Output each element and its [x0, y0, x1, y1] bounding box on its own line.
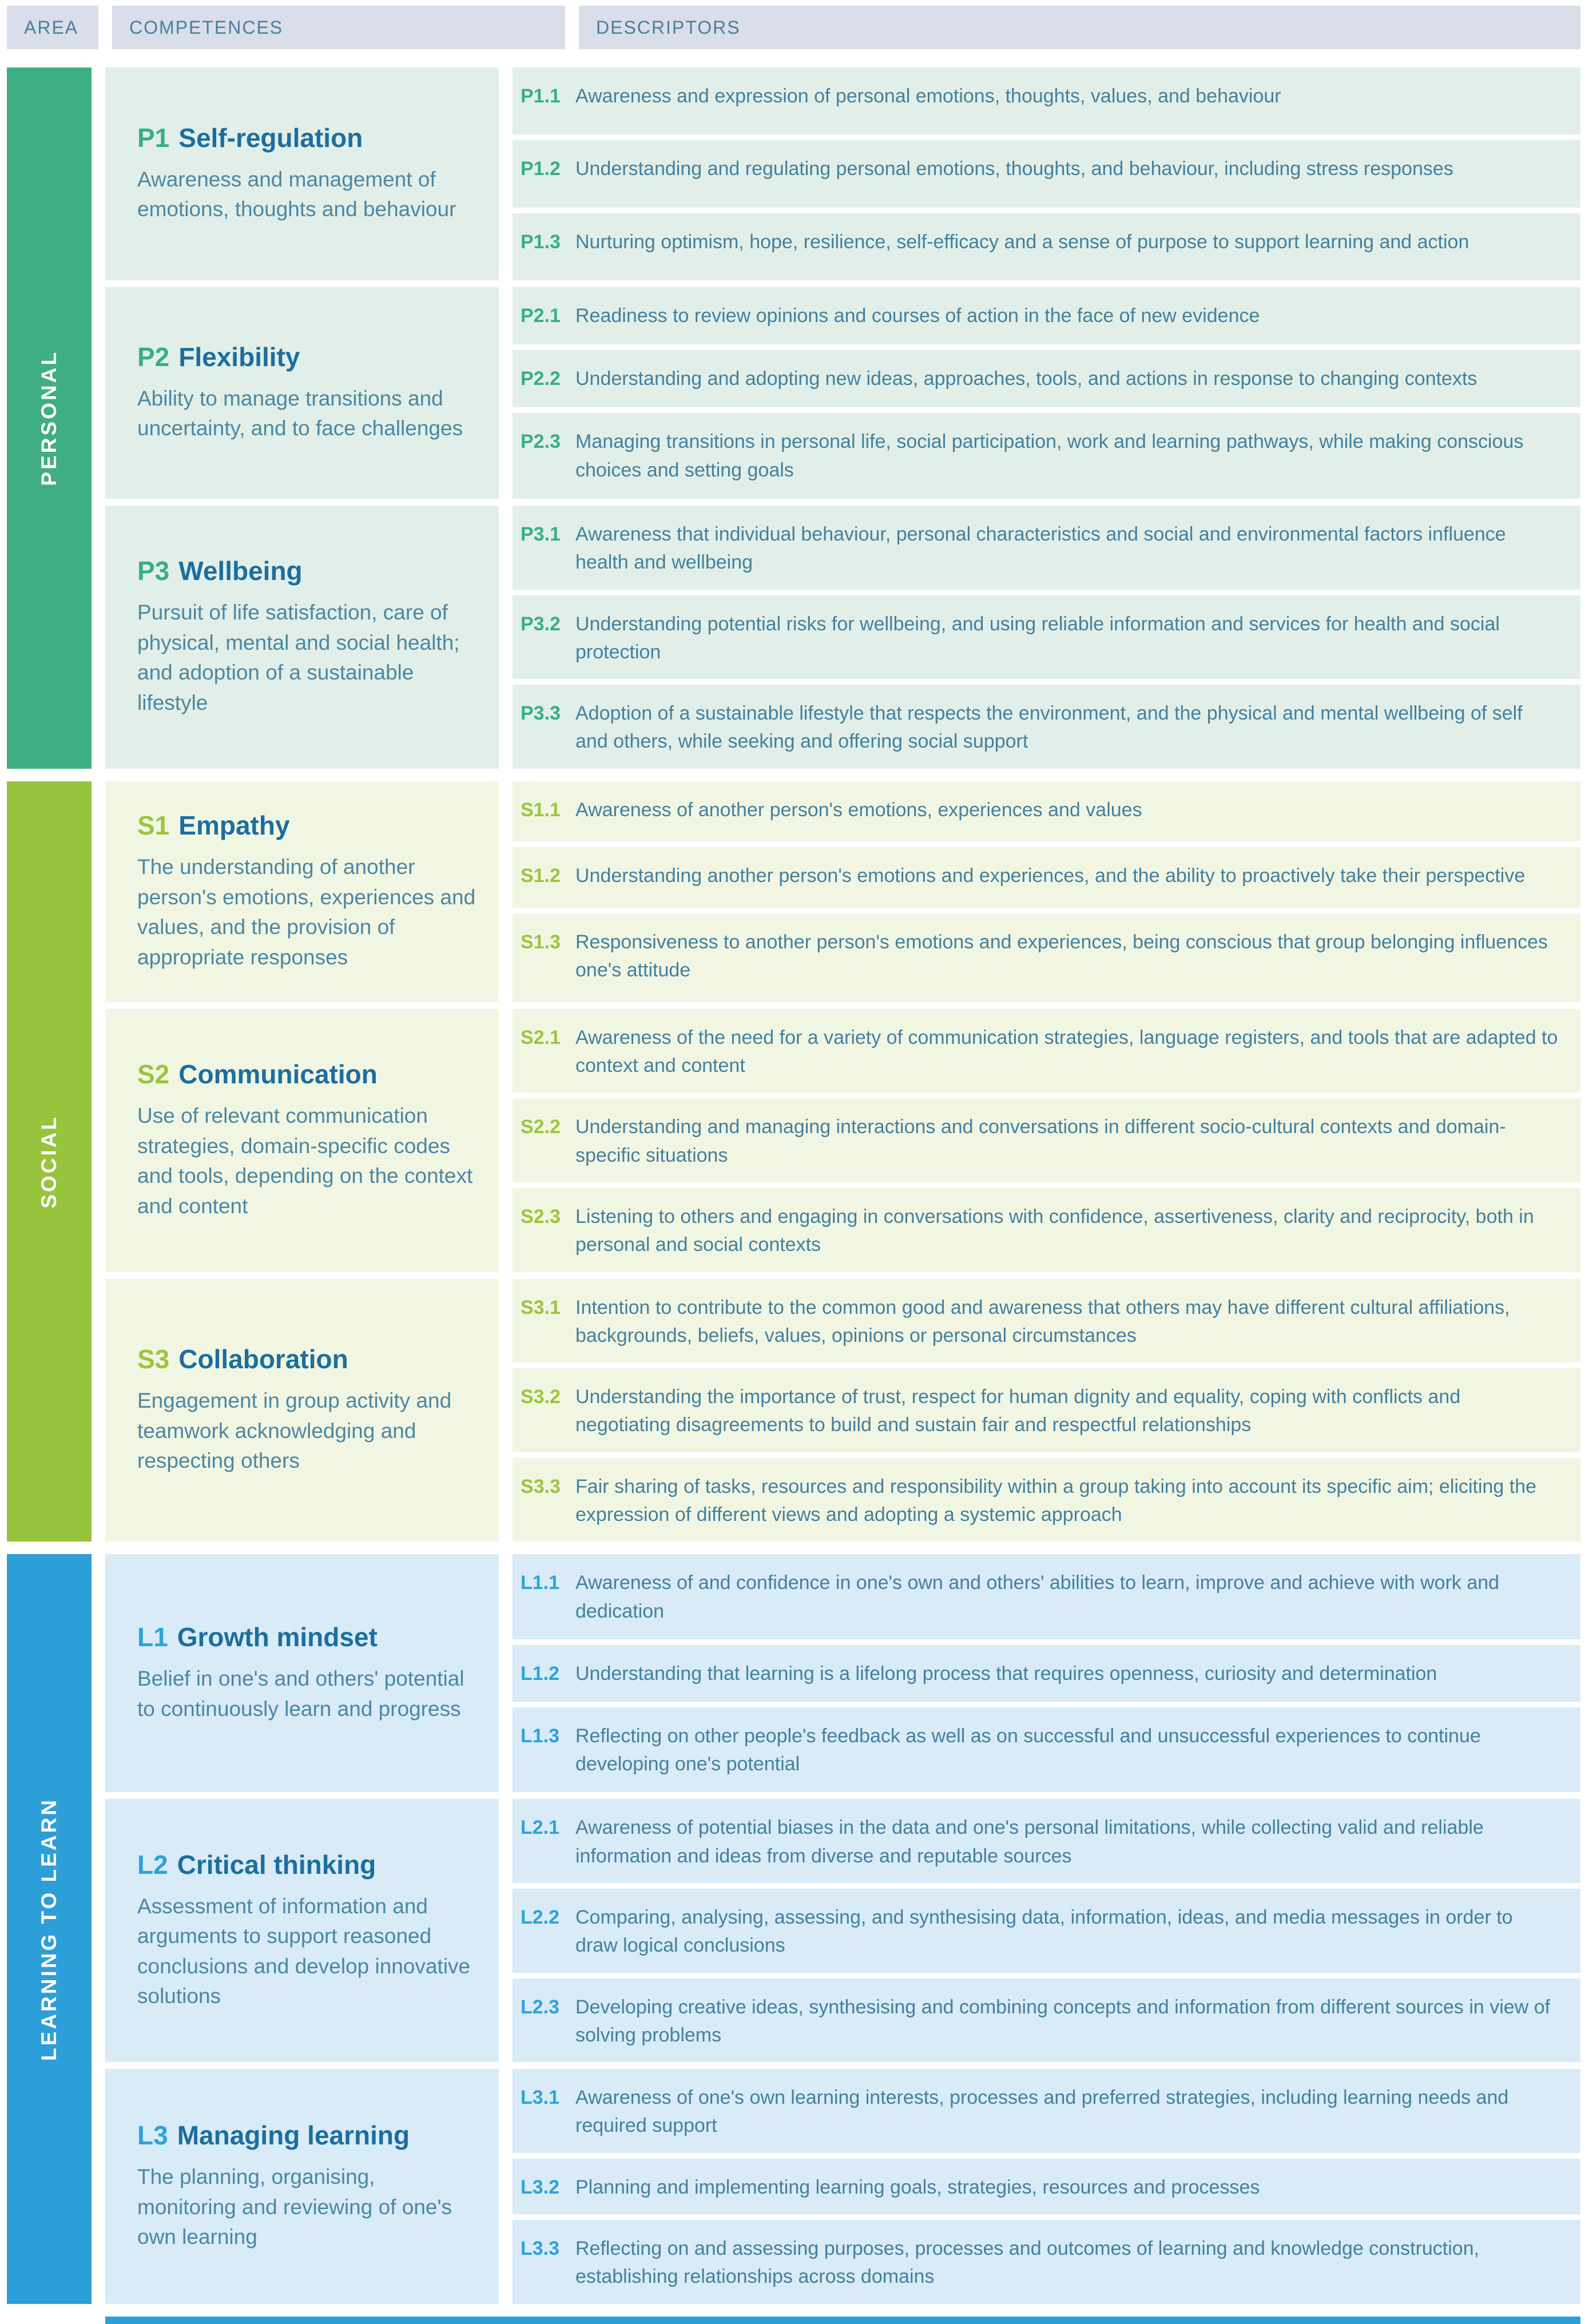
- competence-code: L3: [137, 2120, 168, 2151]
- competence-title: Communication: [178, 1059, 378, 1090]
- competence-title: Empathy: [178, 811, 290, 841]
- descriptor-code: L2.2: [521, 1906, 560, 1928]
- descriptor-text: Reflecting on other people's feedback as well as on successful and unsuccessful experiences to continue developing one's potential: [575, 1725, 1481, 1775]
- descriptor-code: P3.2: [521, 613, 561, 635]
- header-label-area: AREA: [24, 17, 79, 38]
- descriptor-code: L3.1: [521, 2087, 560, 2109]
- descriptor-text: Fair sharing of tasks, resources and responsibility within a group taking into account its specific aim; eliciting the expression of different views and adopting a systemic approach: [575, 1475, 1537, 1526]
- competence-code: P1: [137, 123, 170, 153]
- descriptor-text: Nurturing optimism, hope, resilience, self-efficacy and a sense of purpose to support learning and action: [575, 231, 1469, 253]
- competence-card-p3: [105, 506, 499, 769]
- descriptor-text: Understanding another person's emotions and experiences, and the ability to proactively take their perspective: [575, 865, 1526, 887]
- competence-code: S3: [137, 1344, 170, 1374]
- area-section-personal: [7, 67, 1580, 769]
- area-label-learning-to-learn: LEARNING TO LEARN: [37, 1797, 61, 2061]
- descriptor-text: Adoption of a sustainable lifestyle that respects the environment, and the physical and mental wellbeing of self and others, while seeking and offering social support: [575, 702, 1523, 753]
- descriptor-row-l1-2: [513, 1645, 1580, 1702]
- competence-title: Flexibility: [178, 342, 300, 372]
- descriptor-row-p1-2: [513, 140, 1580, 207]
- descriptor-text: Comparing, analysing, assessing, and synthesising data, information, ideas, and media messages in order to draw logical conclusions: [575, 1906, 1513, 1957]
- competence-card-p1: [105, 67, 499, 280]
- area-strip-learning-to-learn: [7, 1554, 92, 2303]
- descriptor-list-s2: [513, 1009, 1580, 1272]
- descriptor-code: S2.1: [521, 1026, 561, 1048]
- descriptor-text: Awareness of potential biases in the data and one's personal limitations, while collecting valid and reliable information and ideas from diverse and reputable sources: [575, 1817, 1484, 1867]
- descriptor-text: Awareness of another person's emotions, experiences and values: [575, 798, 1142, 821]
- descriptor-row-p2-1: [513, 287, 1580, 344]
- competence-row-s2: [105, 1009, 1580, 1272]
- descriptor-code: P1.1: [521, 85, 561, 107]
- header-cell-descriptors: [579, 6, 1580, 49]
- table-header: [7, 6, 1580, 49]
- descriptor-text: Awareness of the need for a variety of communication strategies, language registers, and tools that are adapted to context and content: [575, 1026, 1558, 1077]
- competence-title: Collaboration: [178, 1344, 348, 1374]
- descriptor-text: Understanding and regulating personal emotions, thoughts, and behaviour, including stress responses: [575, 158, 1453, 180]
- descriptor-row-s2-1: [513, 1009, 1580, 1093]
- descriptor-code: P1.2: [521, 158, 561, 180]
- competence-heading: [137, 1622, 478, 1652]
- descriptor-row-s2-2: [513, 1098, 1580, 1182]
- descriptor-text: Understanding and managing interactions and conversations in different socio-cultural contexts and domain-specific situations: [575, 1116, 1506, 1166]
- descriptor-code: L1.3: [521, 1725, 560, 1747]
- competence-title: Self-regulation: [178, 123, 363, 153]
- competence-row-l2: [105, 1799, 1580, 2062]
- competence-heading: [137, 1850, 478, 1880]
- descriptor-code: L1.1: [521, 1572, 560, 1594]
- descriptor-code: L2.3: [521, 1996, 560, 2018]
- descriptor-code: S2.2: [521, 1116, 561, 1138]
- area-rows-social: [105, 781, 1580, 1542]
- competence-description: Engagement in group activity and teamwork acknowledging and respecting others: [137, 1389, 452, 1473]
- area-strip-personal: [7, 67, 92, 769]
- descriptor-code: S3.1: [521, 1296, 561, 1318]
- area-label-social: SOCIAL: [37, 1114, 61, 1209]
- competence-code: L1: [137, 1622, 168, 1652]
- descriptor-code: S2.3: [521, 1205, 561, 1227]
- competence-row-p2: [105, 287, 1580, 499]
- competence-card-p2: [105, 287, 499, 499]
- descriptor-row-l3-2: [513, 2159, 1580, 2214]
- competence-code: P3: [137, 556, 170, 586]
- competence-description: Belief in one's and others' potential to continuously learn and progress: [137, 1667, 464, 1721]
- descriptor-code: L3.3: [521, 2238, 560, 2260]
- competence-row-l1: [105, 1554, 1580, 1792]
- descriptor-text: Awareness and expression of personal emotions, thoughts, values, and behaviour: [575, 85, 1281, 107]
- competence-description: Awareness and management of emotions, thoughts and behaviour: [137, 167, 456, 221]
- area-section-learning-to-learn: [7, 1554, 1580, 2303]
- descriptor-text: Managing transitions in personal life, social participation, work and learning pathways, while making conscious choices and setting goals: [575, 431, 1524, 481]
- descriptor-row-p1-3: [513, 213, 1580, 280]
- descriptor-row-l2-2: [513, 1889, 1580, 1973]
- competence-title: Growth mindset: [177, 1622, 378, 1652]
- descriptor-row-p2-3: [513, 413, 1580, 499]
- descriptor-code: L1.2: [521, 1662, 560, 1685]
- descriptor-list-l2: [513, 1799, 1580, 2062]
- descriptor-code: S3.3: [521, 1475, 561, 1497]
- competence-row-l3: [105, 2069, 1580, 2303]
- competence-title: Managing learning: [177, 2120, 410, 2151]
- competence-card-l3: [105, 2069, 499, 2303]
- descriptor-list-l1: [513, 1554, 1580, 1792]
- descriptor-text: Awareness that individual behaviour, personal characteristics and social and environmental factors influence health and wellbeing: [575, 523, 1506, 574]
- competence-row-s3: [105, 1279, 1580, 1542]
- descriptor-text: Developing creative ideas, synthesising and combining concepts and information from different sources in view of solving problems: [575, 1996, 1551, 2046]
- bottom-cutoff-band: [105, 2317, 1580, 2324]
- descriptor-code: P1.3: [521, 231, 561, 253]
- descriptor-row-s3-2: [513, 1368, 1580, 1452]
- descriptor-row-l3-3: [513, 2220, 1580, 2304]
- descriptor-text: Awareness of and confidence in one's own and others' abilities to learn, improve and achieve with work and dedication: [575, 1572, 1500, 1622]
- competence-description: Pursuit of life satisfaction, care of physical, mental and social health; and adoption of a sustainable lifestyle: [137, 601, 460, 714]
- descriptor-row-p3-2: [513, 595, 1580, 680]
- header-cell-competences: [112, 6, 565, 49]
- competence-code: S1: [137, 811, 170, 841]
- competence-row-p1: [105, 67, 1580, 280]
- descriptor-code: P2.3: [521, 431, 561, 453]
- descriptor-row-s3-1: [513, 1279, 1580, 1363]
- descriptor-code: P2.2: [521, 368, 561, 390]
- descriptor-row-p2-2: [513, 350, 1580, 407]
- competence-code: P2: [137, 342, 170, 372]
- descriptor-list-s1: [513, 781, 1580, 1002]
- descriptor-text: Understanding potential risks for wellbeing, and using reliable information and services for health and social protection: [575, 613, 1500, 663]
- descriptor-row-p1-1: [513, 67, 1580, 134]
- area-rows-learning-to-learn: [105, 1554, 1580, 2303]
- descriptor-list-l3: [513, 2069, 1580, 2303]
- competence-heading: [137, 342, 478, 372]
- descriptor-row-s3-3: [513, 1458, 1580, 1542]
- descriptor-code: P2.1: [521, 305, 561, 327]
- descriptor-row-s2-3: [513, 1188, 1580, 1272]
- competence-card-s3: [105, 1279, 499, 1542]
- competence-heading: [137, 2120, 478, 2151]
- competence-row-s1: [105, 781, 1580, 1002]
- competence-card-l2: [105, 1799, 499, 2062]
- competence-heading: [137, 811, 478, 841]
- descriptor-row-l3-1: [513, 2069, 1580, 2153]
- competence-heading: [137, 123, 478, 153]
- descriptor-text: Readiness to review opinions and courses of action in the face of new evidence: [575, 305, 1260, 327]
- descriptor-text: Understanding and adopting new ideas, approaches, tools, and actions in response to changing contexts: [575, 368, 1477, 390]
- descriptor-code: L3.2: [521, 2176, 560, 2198]
- descriptor-code: P3.3: [521, 702, 561, 725]
- area-section-social: [7, 781, 1580, 1542]
- descriptor-text: Intention to contribute to the common good and awareness that others may have different cultural affiliations, backgrounds, beliefs, values, opinions or personal circumstances: [575, 1296, 1510, 1346]
- competence-description: The planning, organising, monitoring and reviewing of one's own learning: [137, 2165, 452, 2249]
- descriptor-row-l1-1: [513, 1554, 1580, 1639]
- competence-row-p3: [105, 506, 1580, 769]
- descriptor-code: P3.1: [521, 523, 561, 545]
- descriptor-code: S1.3: [521, 931, 561, 953]
- competence-code: S2: [137, 1059, 170, 1090]
- descriptor-text: Awareness of one's own learning interests, processes and preferred strategies, including learning needs and required support: [575, 2087, 1509, 2137]
- descriptor-row-l2-3: [513, 1979, 1580, 2063]
- descriptor-text: Reflecting on and assessing purposes, processes and outcomes of learning and knowledge construction, establishing relationships across domains: [575, 2238, 1480, 2288]
- descriptor-list-p3: [513, 506, 1580, 769]
- competence-card-s1: [105, 781, 499, 1002]
- descriptor-text: Responsiveness to another person's emotions and experiences, being conscious that group belonging influences one's attitude: [575, 931, 1548, 982]
- descriptor-code: S3.2: [521, 1386, 561, 1408]
- descriptor-row-s1-2: [513, 847, 1580, 908]
- competence-heading: [137, 1344, 478, 1374]
- descriptor-row-p3-1: [513, 506, 1580, 590]
- descriptor-code: S1.1: [521, 798, 561, 821]
- header-cell-area: [7, 6, 98, 49]
- competence-card-s2: [105, 1009, 499, 1272]
- descriptor-code: L2.1: [521, 1817, 560, 1839]
- area-strip-social: [7, 781, 92, 1542]
- descriptor-list-p1: [513, 67, 1580, 280]
- competence-description: Ability to manage transitions and uncertainty, and to face challenges: [137, 386, 463, 440]
- competence-heading: [137, 1059, 478, 1090]
- competence-code: L2: [137, 1849, 168, 1880]
- descriptor-text: Understanding the importance of trust, respect for human dignity and equality, coping with conflicts and negotiating disagreements to build and sustain fair and respectful relationships: [575, 1386, 1461, 1436]
- descriptor-code: S1.2: [521, 865, 561, 887]
- descriptor-row-p3-3: [513, 685, 1580, 769]
- competence-description: The understanding of another person's emotions, experiences and values, and the provision of appropriate responses: [137, 855, 476, 969]
- competence-card-l1: [105, 1554, 499, 1792]
- descriptor-row-s1-3: [513, 913, 1580, 1002]
- competence-title: Wellbeing: [178, 556, 303, 586]
- descriptor-list-p2: [513, 287, 1580, 499]
- header-label-competences: COMPETENCES: [129, 17, 284, 38]
- descriptor-row-l1-3: [513, 1707, 1580, 1792]
- descriptor-list-s3: [513, 1279, 1580, 1542]
- area-rows-personal: [105, 67, 1580, 769]
- descriptor-row-l2-1: [513, 1799, 1580, 1883]
- descriptor-text: Listening to others and engaging in conversations with confidence, assertiveness, clarity and reciprocity, both in personal and social contexts: [575, 1205, 1534, 1256]
- descriptor-text: Planning and implementing learning goals, strategies, resources and processes: [575, 2176, 1260, 2198]
- descriptor-row-s1-1: [513, 781, 1580, 842]
- header-label-descriptors: DESCRIPTORS: [596, 17, 741, 38]
- area-label-personal: PERSONAL: [37, 350, 61, 486]
- competence-description: Use of relevant communication strategies, domain-specific codes and tools, depending on the context and content: [137, 1104, 473, 1218]
- descriptor-text: Understanding that learning is a lifelong process that requires openness, curiosity and determination: [575, 1662, 1437, 1685]
- competence-description: Assessment of information and arguments to support reasoned conclusions and develop innovative solutions: [137, 1894, 471, 2008]
- competence-heading: [137, 556, 478, 586]
- competence-title: Critical thinking: [177, 1849, 376, 1880]
